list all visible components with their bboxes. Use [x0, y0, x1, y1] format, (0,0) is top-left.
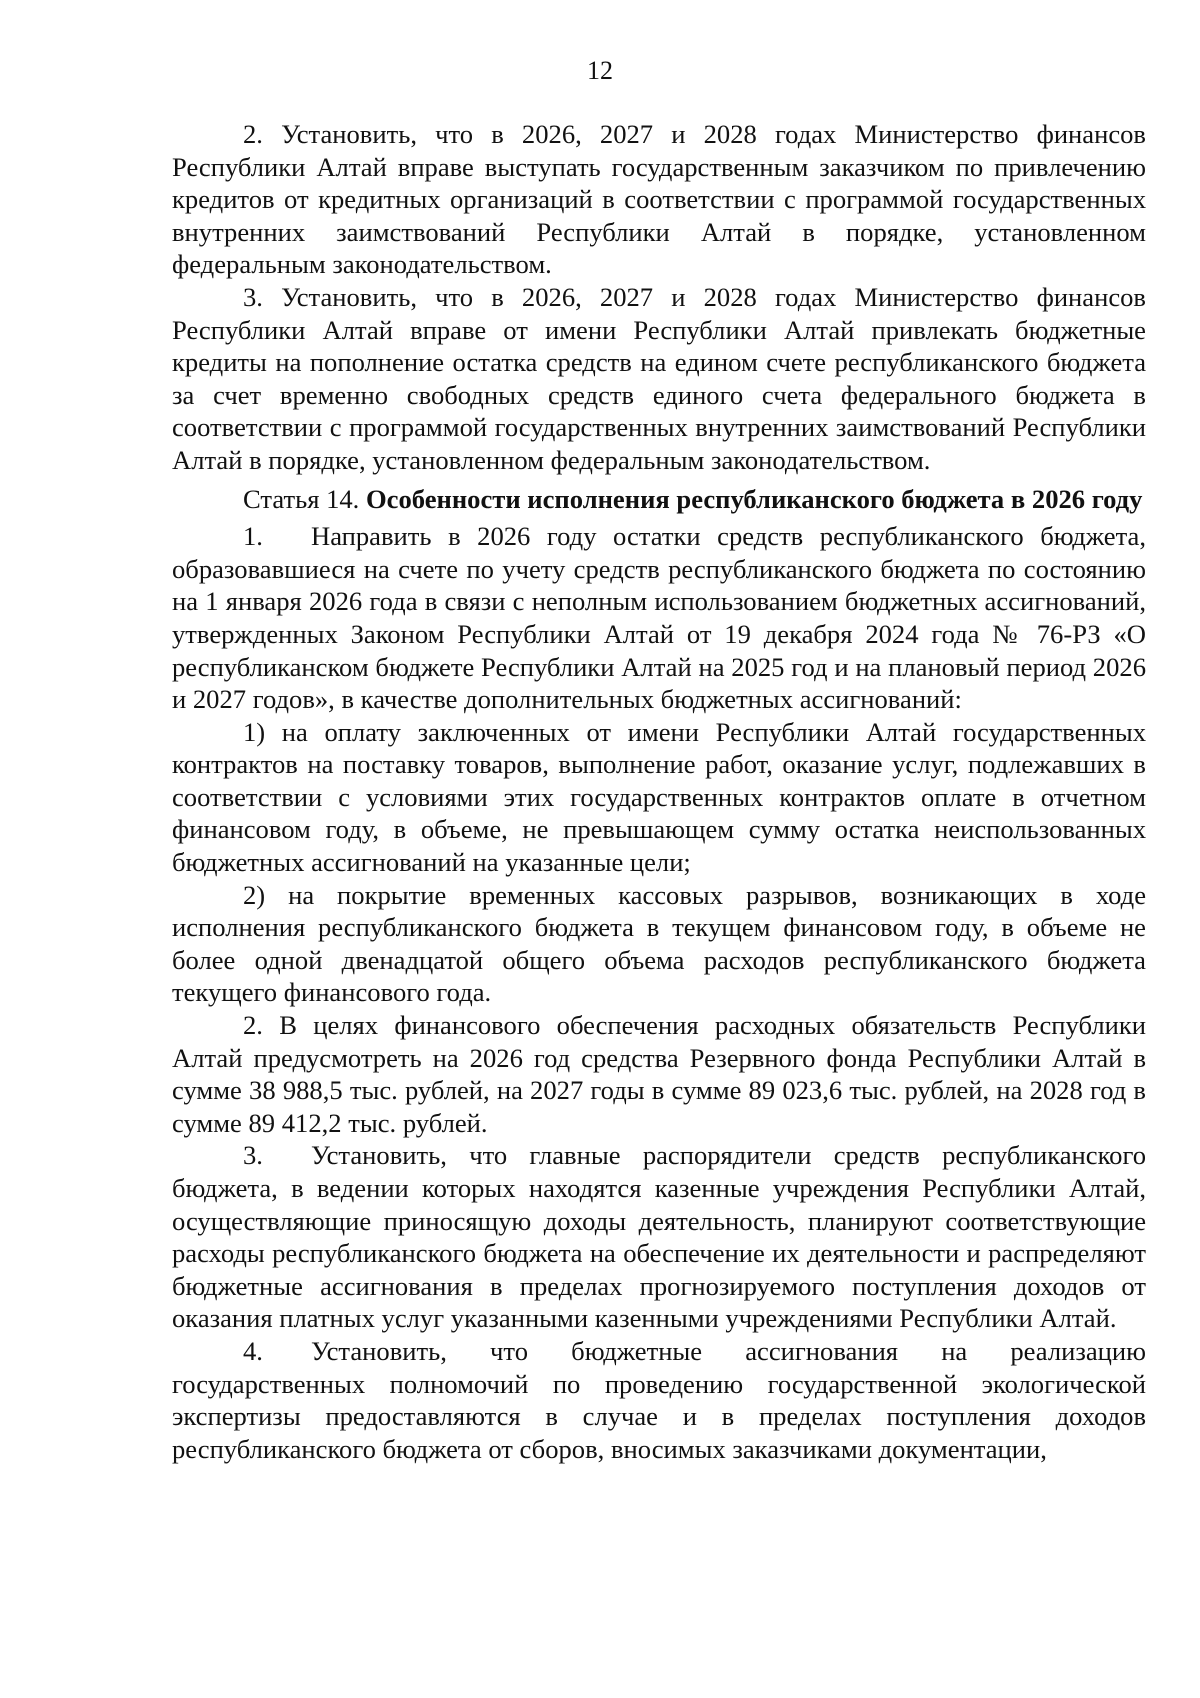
- paragraph-2-loans: 2. Установить, что в 2026, 2027 и 2028 годах Министерство финансов Республики Алтай вправе выступать государственным заказчиком по привлечению кредитов от кредитных организаций в соответствии с программой государственных внутренних заимствований Республики Алтай в порядке, установленном федеральным законодательством.: [172, 119, 1146, 280]
- item-4-number: 4.: [243, 1335, 263, 1366]
- item-1: [172, 520, 1146, 716]
- article-heading: [172, 483, 1146, 516]
- item-1-number: 1.: [243, 521, 263, 552]
- item-1-text: Направить в 2026 году остатки средств республиканского бюджета, образовавшиеся на счете по учету средств республиканского бюджета по состоянию на 1 января 2026 года в связи с неполным использованием бюджетных ассигнований, утвержденных Законом Республики Алтай от 19 декабря 2024 года № 76-РЗ «О республиканском бюджете Республики Алтай на 2025 год и на плановый период 2026 и 2027 годов», в качестве дополнительных бюджетных ассигнований:: [172, 521, 1146, 715]
- item-4-text: Установить, что бюджетные ассигнования на реализацию государственных полномочий по проведению государственной экологической экспертизы предоставляются в случае и в пределах поступления доходов республиканского бюджета от сборов, вносимых заказчиками документации,: [172, 1335, 1146, 1464]
- item-4: [172, 1335, 1146, 1465]
- item-3-number: 3.: [243, 1140, 263, 1171]
- paragraph-3-budget-credits: 3. Установить, что в 2026, 2027 и 2028 годах Министерство финансов Республики Алтай вправе от имени Республики Алтай привлекать бюджетные кредиты на пополнение остатка средств на едином счете республиканского бюджета за счет временно свободных средств единого счета федерального бюджета в соответствии с программой государственных внутренних заимствований Республики Алтай в порядке, установленном федеральным законодательством.: [172, 281, 1146, 475]
- article-title: Особенности исполнения республиканского бюджета в 2026 году: [365, 483, 1143, 514]
- page-number: 12: [587, 56, 613, 85]
- item-3-text: Установить, что главные распорядители средств республиканского бюджета, в ведении которых находятся казенные учреждения Республики Алтай, осуществляющие приносящую доходы деятельность, планируют соответствующие расходы республиканского бюджета на обеспечение их деятельности и распределяют бюджетные ассигнования в пределах прогнозируемого поступления доходов от оказания платных услуг указанными казенными учреждениями Республики Алтай.: [172, 1140, 1146, 1334]
- item-2-reserve-fund: 2. В целях финансового обеспечения расходных обязательств Республики Алтай предусмотреть на 2026 год средства Резервного фонда Республики Алтай в сумме 38 988,5 тыс. рублей, на 2027 годы в сумме 89 023,6 тыс. рублей, на 2028 год в сумме 89 412,2 тыс. рублей.: [172, 1010, 1146, 1138]
- article-label: Статья 14.: [243, 483, 360, 514]
- item-1-subitem-1: 1) на оплату заключенных от имени Республики Алтай государственных контрактов на поставку товаров, выполнение работ, оказание услуг, подлежавших в соответствии с условиями этих государственных контрактов оплате в отчетном финансовом году, в объеме, не превышающем сумму остатка неиспользованных бюджетных ассигнований на указанные цели;: [172, 716, 1146, 878]
- item-1-subitem-2: 2) на покрытие временных кассовых разрывов, возникающих в ходе исполнения республиканского бюджета в текущем финансовом году, в объеме не более одной двенадцатой общего объема расходов республиканского бюджета текущего финансового года.: [172, 879, 1146, 1008]
- item-3: [172, 1139, 1146, 1335]
- document-body: [172, 118, 1146, 1465]
